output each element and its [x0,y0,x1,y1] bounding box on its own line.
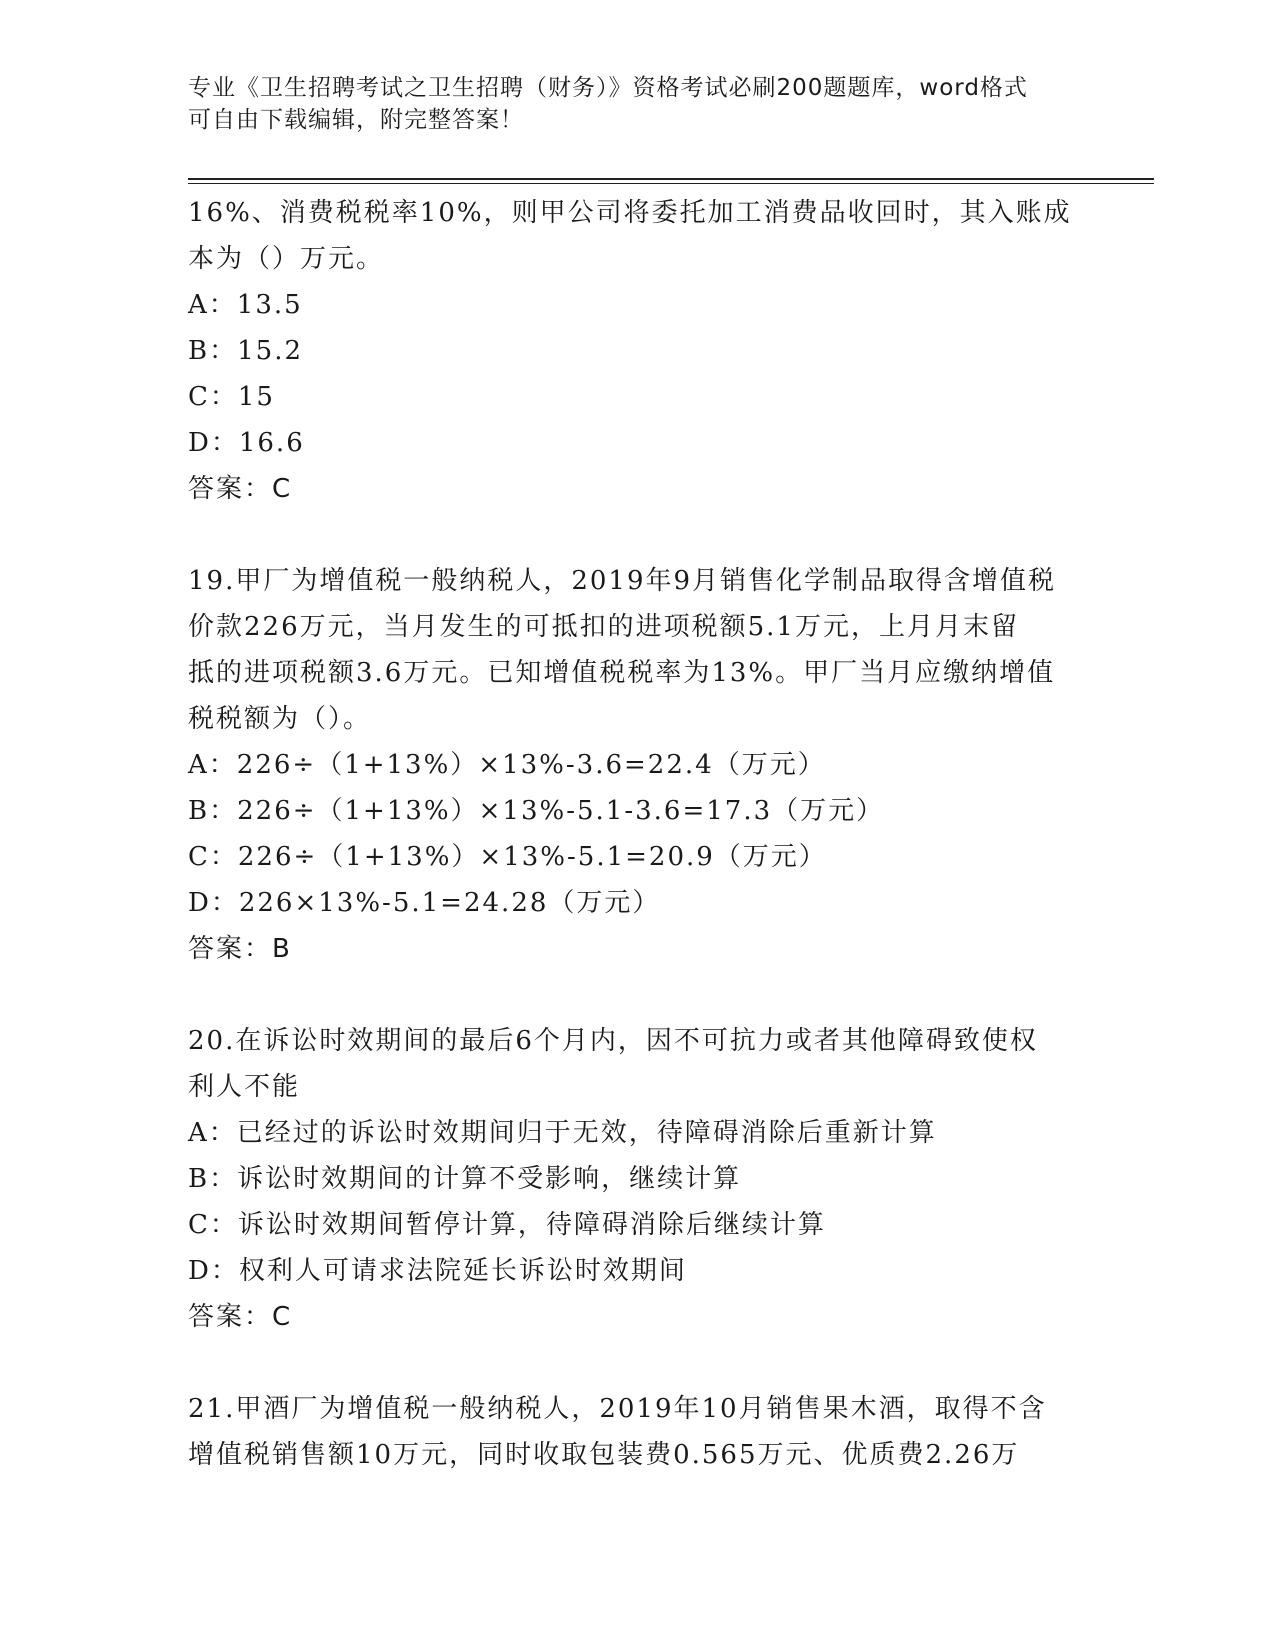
question-item [188,558,1088,972]
question-item [188,190,1088,512]
option-a: A：已经过的诉讼时效期间归于无效，待障碍消除后重新计算 [188,1118,937,1148]
question-stem-line: 16%、消费税税率10%，则甲公司将委托加工消费品收回时，其入账成 [188,198,1072,228]
question-item [188,1386,1088,1478]
question-stem-line: 19.甲厂为增值税一般纳税人，2019年9月销售化学制品取得含增值税 [188,566,1057,596]
option-d: D：权利人可请求法院延长诉讼时效期间 [188,1256,687,1286]
question-stem-line: 税税额为（）。 [188,704,372,734]
option-d: D：16.6 [188,428,305,458]
question-stem-line: 20.在诉讼时效期间的最后6个月内，因不可抗力或者其他障碍致使权 [188,1026,1038,1056]
answer-line: 答案：C [188,1302,293,1332]
question-stem-line: 21.甲酒厂为增值税一般纳税人，2019年10月销售果木酒，取得不含 [188,1394,1047,1424]
header-title-line-2: 可自由下载编辑，附完整答案！ [188,107,524,133]
question-spacer [188,972,1088,1018]
option-c: C：15 [188,382,275,412]
question-list [188,190,1088,1478]
header-divider-thin [188,183,1154,184]
option-b: B：226÷（1+13%）×13%-5.1-3.6=17.3（万元） [188,796,885,826]
question-spacer [188,512,1088,558]
option-a: A：226÷（1+13%）×13%-3.6=22.4（万元） [188,750,826,780]
option-a: A：13.5 [188,290,303,320]
question-stem-line: 抵的进项税额3.6万元。已知增值税税率为13%。甲厂当月应缴纳增值 [188,658,1056,688]
option-b: B：15.2 [188,336,303,366]
answer-line: 答案：B [188,934,292,964]
option-d: D：226×13%-5.1=24.28（万元） [188,888,661,918]
question-spacer [188,1340,1088,1386]
question-stem-line: 增值税销售额10万元，同时收取包装费0.565万元、优质费2.26万 [188,1440,1020,1470]
question-stem-line: 本为（）万元。 [188,244,385,274]
option-b: B：诉讼时效期间的计算不受影响，继续计算 [188,1164,742,1194]
header-title-line-1: 专业《卫生招聘考试之卫生招聘（财务）》资格考试必刷200题题库，word格式 [188,75,1028,101]
answer-line: 答案：C [188,474,293,504]
header-divider-thick [188,178,1154,180]
question-item [188,1018,1088,1340]
question-stem-line: 利人不能 [188,1072,301,1102]
option-c: C：226÷（1+13%）×13%-5.1=20.9（万元） [188,842,827,872]
option-c: C：诉讼时效期间暂停计算，待障碍消除后继续计算 [188,1210,826,1240]
document-header [188,72,1088,136]
question-stem-line: 价款226万元，当月发生的可抵扣的进项税额5.1万元，上月月末留 [188,612,1019,642]
